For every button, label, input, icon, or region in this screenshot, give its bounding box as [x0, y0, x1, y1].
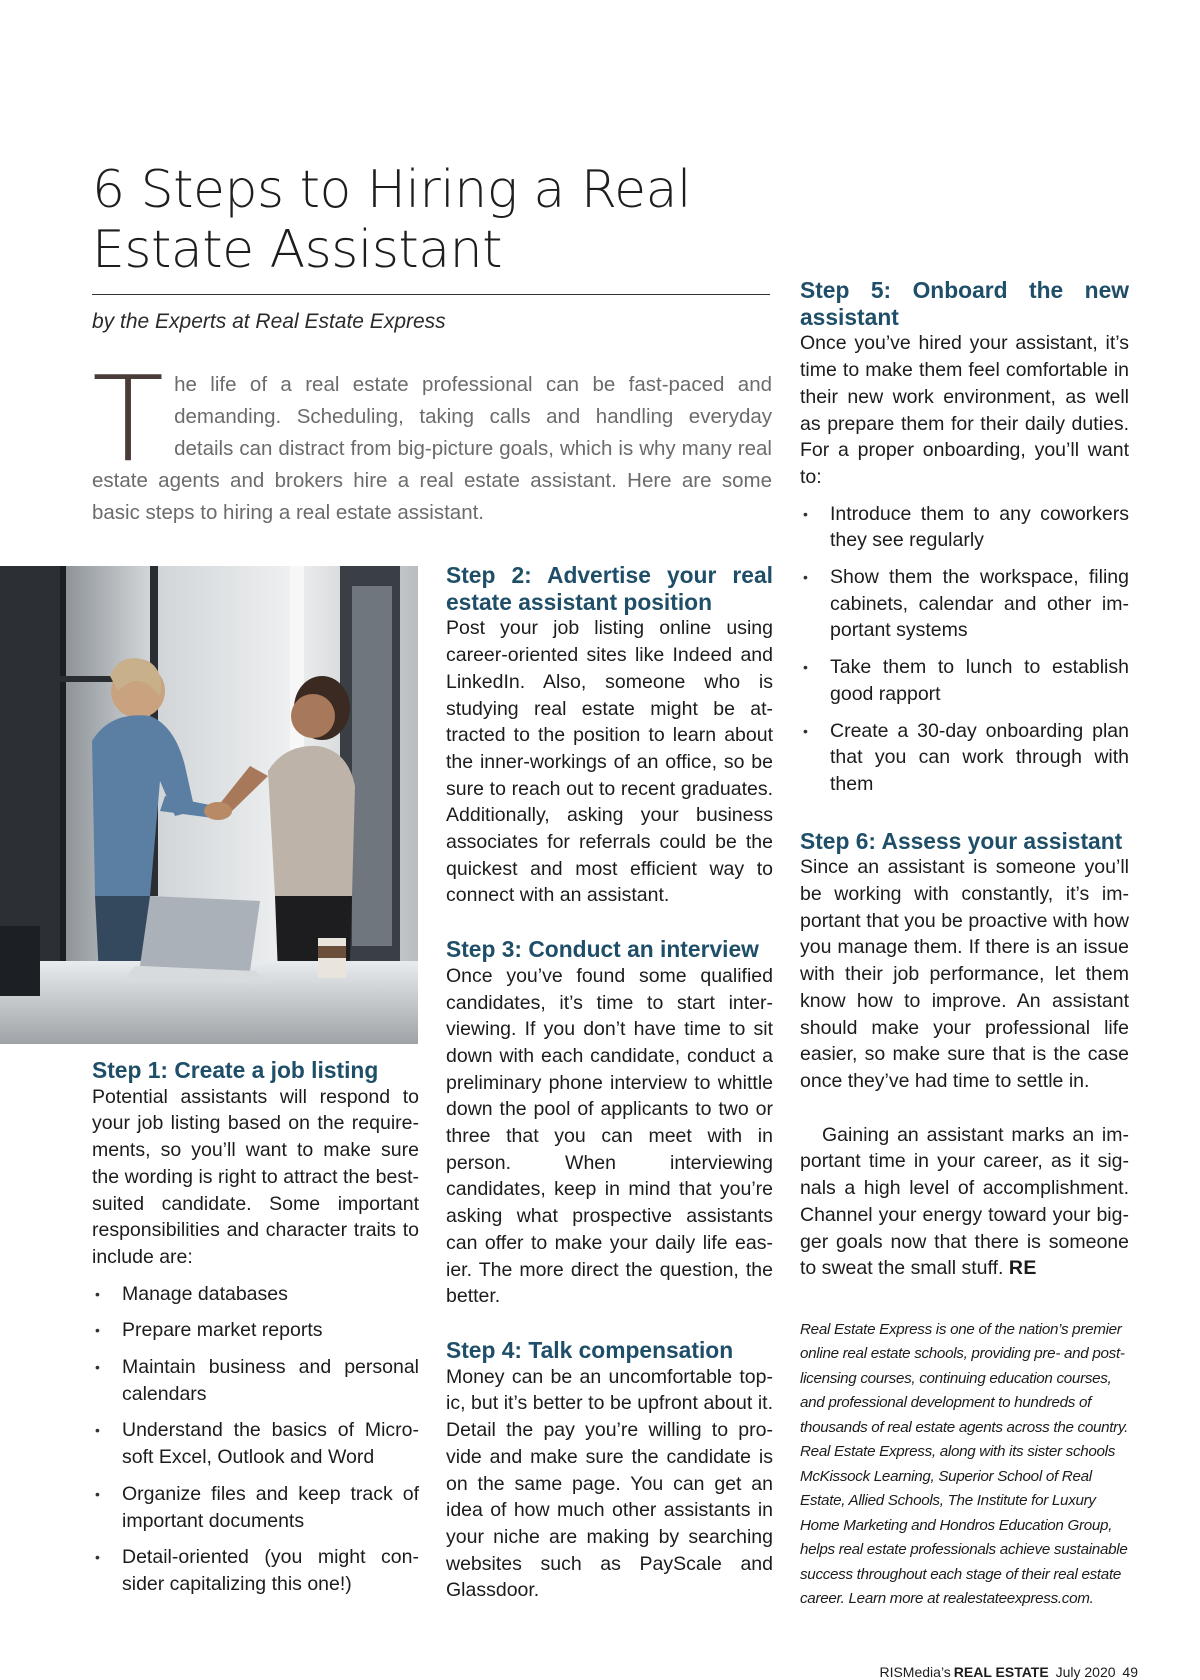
closing-text: Gaining an assistant marks an important time in your career, as it signals a high level of accomplishment. Channel your energy toward your bigger goals now that there is someone to sweat the small stuff.: [800, 1123, 1129, 1280]
step1-body: Potential assistants will respond to your job listing based on the requirements, so you’ll want to make sure the wording is right to attract the best-suited candidate. Some important responsibilities and character traits to include are:: [92, 1085, 419, 1268]
article-title-line-1: 6 Steps to Hiring a Real: [92, 160, 691, 220]
intro-text: he life of a real estate professional can be fast-paced and demanding. Scheduling, taking calls and handling everyday details can distract from big-picture goals, which is why many real estate agents and brokers hire a real estate assistant. Here are some basic steps to hiring a real estate assistant.: [92, 373, 772, 524]
bullet-dot-icon: •: [95, 1285, 100, 1302]
drop-cap: T: [92, 350, 165, 488]
closing-paragraph: [800, 1122, 1129, 1282]
bullet-dot-icon: •: [803, 659, 808, 676]
step6-body: Since an assistant is someone you’ll be working with constantly, it’s important that you be proactive with how you manage them. If there is an issue with their job performance, let them know how to improve. An assistant should make your professional life easier, so make sure that is the case once they’ve had time to settle in.: [800, 856, 1129, 1092]
bullet-dot-icon: •: [803, 722, 808, 739]
author-bio: Real Estate Express is one of the nation’s premier online real estate schools, providing pre- and post-licensing courses, continuing education courses, and professional development to hundreds of thousands of real estate agents across the country. Real Estate Express, along with its sister schools McKissock Learning, Superior School of Real Estate, Allied Schools, The Institute for Luxury Home Marketing and Hondros Education Group, helps real estate professionals achieve sustainable success throughout each stage of their real estate career. Learn more at realestateexpress.com.: [800, 1320, 1129, 1608]
column-3: [800, 277, 1129, 1612]
step2-heading: Step 2: Advertise your real estate assistant position: [446, 562, 773, 615]
bullet-dot-icon: •: [95, 1322, 100, 1339]
footer-issue: July 2020: [1055, 1664, 1116, 1680]
list-item: • Manage databases: [92, 1281, 419, 1308]
page-footer: [876, 1664, 1138, 1680]
step6-heading: Step 6: Assess your assistant: [800, 827, 1123, 854]
footer-source: RISMedia’s: [879, 1664, 951, 1680]
step4-heading: Step 4: Talk compensation: [446, 1336, 734, 1363]
bullet-dot-icon: •: [95, 1485, 100, 1502]
article-title-line-2: Estate Assistant: [92, 220, 503, 280]
list-item: • Introduce them to any coworkers they see regularly: [803, 502, 1129, 552]
column-2: [446, 562, 773, 1604]
title-divider: [92, 294, 770, 295]
list-item: • Show them the workspace, filing cabinets, calendar and other important systems: [803, 566, 1129, 642]
bullet-dot-icon: •: [95, 1422, 100, 1439]
step5-heading: Step 5: Onboard the new assistant: [800, 277, 1129, 330]
column-1: [92, 1057, 419, 1608]
list-item: • Maintain business and personal calendars: [95, 1356, 419, 1405]
bullet-dot-icon: •: [95, 1359, 100, 1376]
list-item: • Take them to lunch to establish good rapport: [803, 656, 1129, 705]
step2-body: Post your job listing online using career-oriented sites like Indeed and LinkedIn. Also, someone who is studying real estate might be attracted to the position to learn about the inner-workings of an office, so be sure to reach out to recent graduates. Additionally, asking your business associates for referrals could be the quickest and most efficient way to connect with an assistant.: [446, 617, 773, 907]
bullet-dot-icon: •: [803, 505, 808, 522]
step5-body: Once you’ve hired your assistant, it’s time to make them feel comfortable in their new work environment, as well as prepare them for their daily duties. For a proper onboarding, you’ll want to:: [800, 332, 1129, 488]
step1-heading: Step 1: Create a job listing: [92, 1057, 379, 1083]
end-mark: RE: [1008, 1257, 1037, 1280]
bullet-dot-icon: •: [95, 1549, 100, 1566]
page-number: 49: [1122, 1664, 1138, 1680]
list-item: • Understand the basics of Microsoft Excel, Outlook and Word: [95, 1419, 419, 1469]
step5-bullet-list: [800, 501, 1129, 798]
step4-body: Money can be an uncomfortable topic, but it’s better to be upfront about it. Detail the pay you’re willing to provide and make sure the candidate is on the same page. You can get an idea of how much other assistants in your niche are making by searching websites such as PayScale and Glassdoor.: [446, 1365, 773, 1602]
footer-publication: REAL ESTATE: [953, 1664, 1049, 1680]
bullet-dot-icon: •: [803, 569, 808, 586]
list-item: • Prepare market reports: [92, 1317, 419, 1344]
step1-bullet-list: [92, 1281, 419, 1598]
list-item: • Organize files and keep track of important documents: [95, 1482, 419, 1532]
article-title: [92, 160, 792, 280]
intro-paragraph: [92, 350, 772, 529]
step3-heading: Step 3: Conduct an interview: [446, 936, 759, 963]
handshake-photo: [0, 566, 418, 1044]
byline: by the Experts at Real Estate Express: [92, 310, 446, 333]
step3-body: Once you’ve found some qualified candidates, it’s time to start interviewing. If you don’t have time to sit down with each candidate, conduct a preliminary phone interview to whittle down the pool of applicants to two or three that you can meet with in person. When interviewing candidates, keep in mind that you’re asking what prospective assistants can offer to make your daily life easier. The more direct the question, the better.: [446, 964, 773, 1308]
list-item: • Detail-oriented (you might consider capitalizing this one!): [95, 1546, 419, 1595]
list-item: • Create a 30-day onboarding plan that you can work through with them: [803, 719, 1129, 795]
